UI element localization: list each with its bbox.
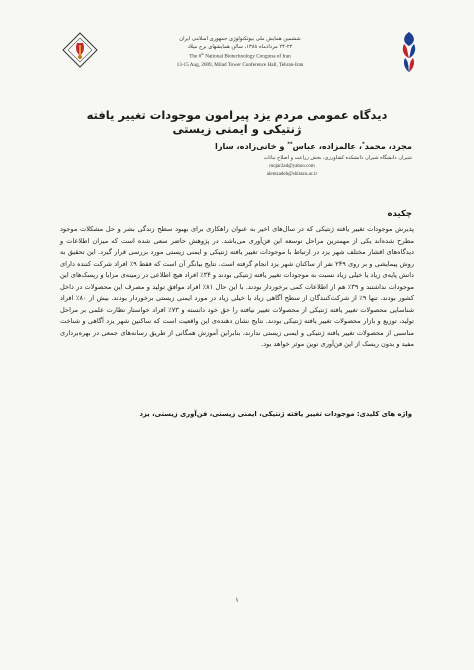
keywords-line <box>58 410 412 418</box>
header-line-3-suffix: National Biotechnology Congress of Iran <box>203 53 291 60</box>
header-line-2: ۲۴-۲۲ مردادماه ۱۳۸۸، سالن همایشهای برج میلاد <box>187 43 293 50</box>
header-line-3 <box>120 51 360 61</box>
author-2-mark: ** <box>287 141 293 148</box>
header-line-4: 13-15 Aug, 2009, Milad Tower Conference Hall, Tehran-Iran <box>176 61 304 68</box>
author-1: مجرد، محمد <box>364 141 412 151</box>
header-line-3-prefix: The 6 <box>189 53 202 60</box>
email-2: alemzadeh@shirazu.ac.ir <box>266 172 318 177</box>
abstract-heading: چکیده <box>387 209 412 219</box>
paper-title: دیدگاه عمومی مردم یزد پیرامون موجودات تغییر یافته ژنتیکی و ایمنی زیستی <box>86 108 388 136</box>
society-logo-icon <box>398 30 420 74</box>
affiliation-line: شیراز، دانشگاه شیراز، دانشکده کشاورزی، بخش زراعت و اصلاح نباتات <box>263 155 412 161</box>
author-list <box>112 141 412 151</box>
keywords-label: واژه های کلیدی: <box>356 410 412 418</box>
header-line-3-sup: th <box>201 52 204 57</box>
author-3: و خانی‌زاده، سارا <box>215 141 288 151</box>
congress-logo-icon <box>62 32 98 70</box>
conference-info <box>120 36 360 69</box>
header-line-1: ششمین همایش ملی بیوتکنولوژی جمهوری اسلامی ایران <box>179 36 301 42</box>
email-1: mojar2ad@yahoo.com <box>269 163 315 169</box>
page-number: ۱ <box>235 596 239 604</box>
abstract-body: پذیرش موجودات تغییر یافته ژنتیکی که در سال‌های اخیر به عنوان راهکاری برای بهبود سطح زندگی بشر و حل مشکلات موجود مطرح شده‌اند یکی از مهمترین مراحل توسعه این فن‌آوری می‌باشد. در پژوهش حاضر سعی شده است که میزان اطلاعات و دیدگاه‌های اقشار مختلف شهر یزد در ارتباط با موجودات تغییر یافته ژنتیکی و ایمنی زیستی مورد بررسی قرار گیرد. این تحقیق به روش پیمایشی و بر روی ۲۴۹ نفر از ساکنان شهر یزد انجام گرفته است. نتایج بیانگر آن است که فقط ۹٪ افراد شرکت کننده دارای دانش پایه‌ی زیاد یا خیلی زیاد نسبت به موجودات تغییر یافته ژنتیکی بودند و ۳۴٪ افراد هیچ اطلاعی در زمینه‌ی مزایا و ریسک‌های این موجودات نداشتند و ۳۹٪ هم از اطلاعات کمی برخوردار بودند. با این حال ۸۱٪ افراد موافق تولید و مصرف این محصولات در داخل کشور بودند. تنها ۹٪ از شرکت‌کنندگان از سطح آگاهی زیاد یا خیلی زیاد در مورد ایمنی زیستی برخوردار بودند. بیش از ۸۰٪ افراد شناسایی محصولات تغییر یافته ژنتیکی از محصولات تغییر نیافته را حق خود دانسته و ۷۳٪ افراد خواستار نظارت علمی بر مراحل تولید، توزیع و بازار محصولات تغییر یافته ژنتیکی بودند. نتایج نشان دهنده‌ی این واقعیت است که ساکنین شهر یزد آگاهی و شناخت مناسبی از محصولات تغییر یافته ژنتیکی و ایمنی زیستی ندارند، بنابراین آموزش همگانی از طریق رسانه‌های جمعی در بهره‌برداری مفید و بدون ریسک از این فن‌آوری نوین موثر خواهد بود. <box>60 225 414 349</box>
affiliation-block <box>112 154 412 180</box>
conference-header <box>0 30 474 92</box>
author-1-mark: * <box>361 141 365 148</box>
keywords-text: موجودات تغییر یافته ژنتیکی، ایمنی زیستی، فن‌آوری زیستی، یزد <box>139 410 357 418</box>
author-2: ، عالمزاده، عباس <box>292 141 362 151</box>
